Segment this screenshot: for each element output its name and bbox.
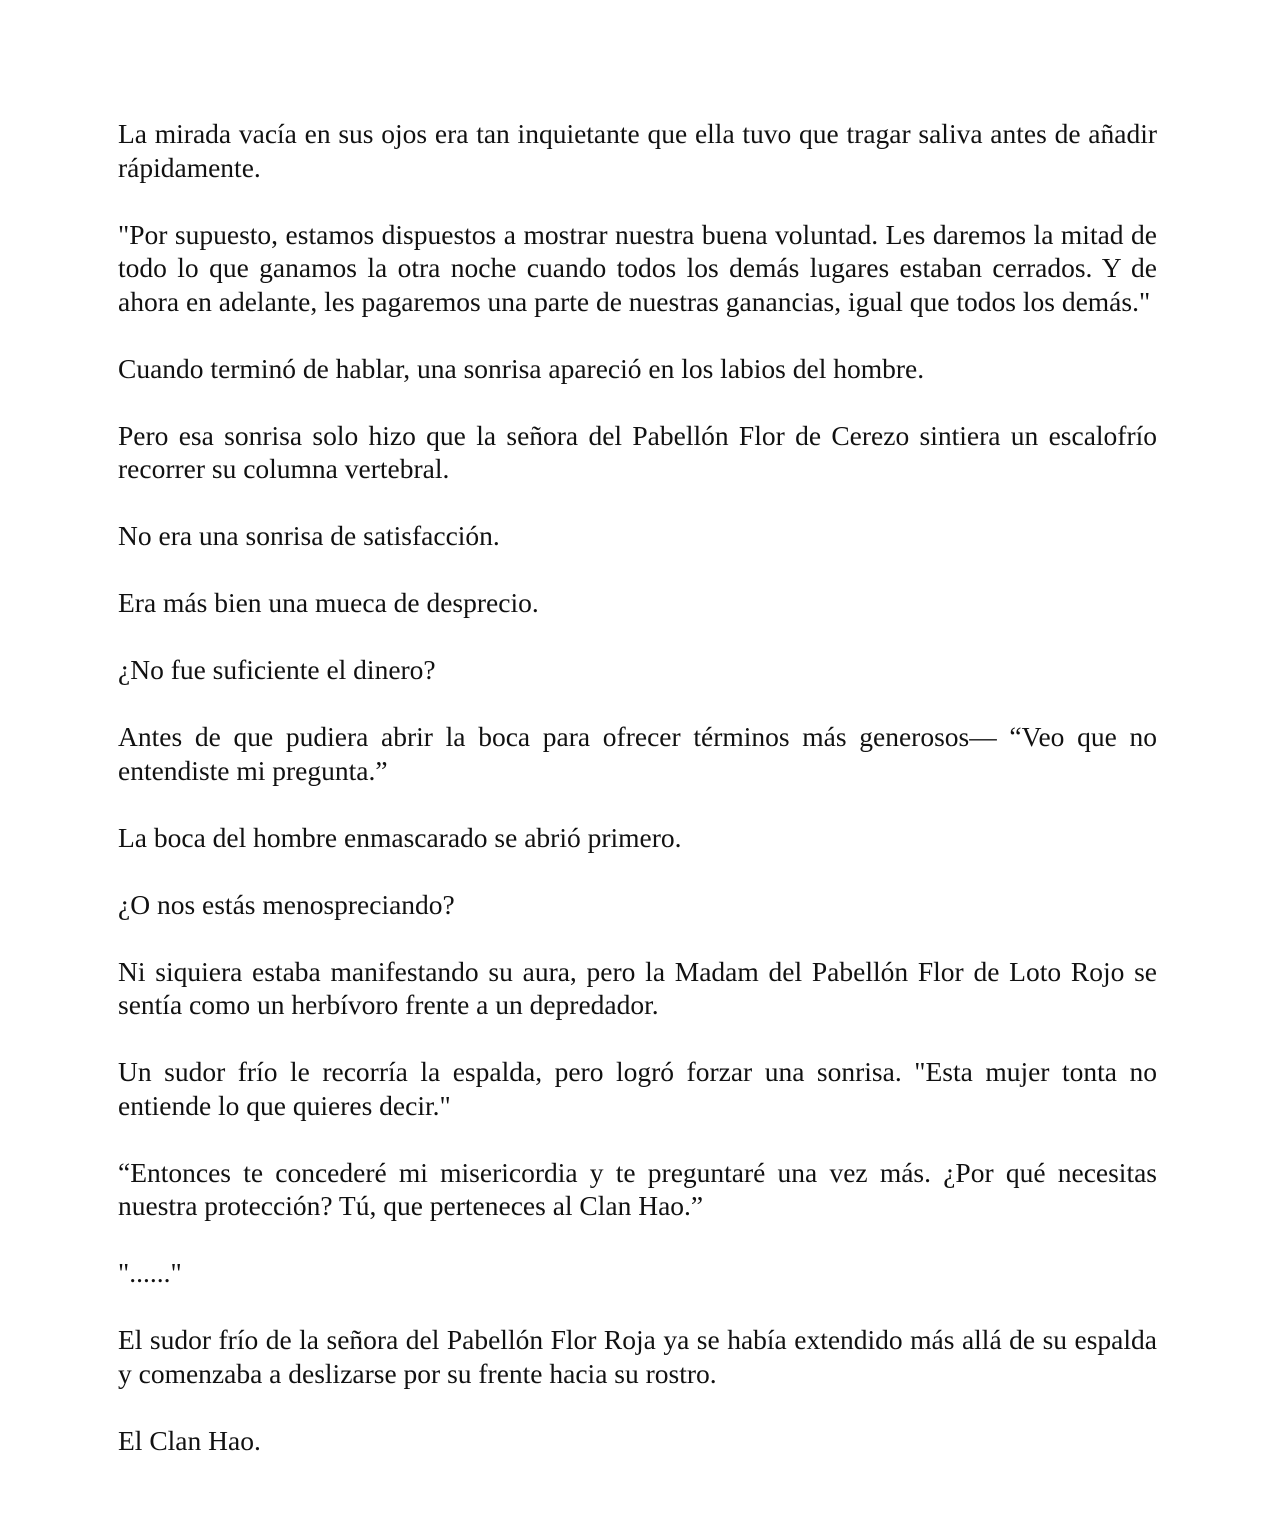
document-page — [118, 117, 1157, 1457]
paragraph: “Entonces te concederé mi misericordia y te preguntaré una vez más. ¿Por qué necesitas nuestra protección? Tú, que perteneces al Clan Hao.” — [118, 1156, 1157, 1221]
paragraph: Pero esa sonrisa solo hizo que la señora del Pabellón Flor de Cerezo sintiera un escalofrío recorrer su columna vertebral. — [118, 419, 1157, 484]
paragraph: "......" — [118, 1257, 182, 1288]
paragraph: ¿O nos estás menospreciando? — [118, 888, 455, 920]
paragraph: "Por supuesto, estamos dispuestos a mostrar nuestra buena voluntad. Les daremos la mitad de todo lo que ganamos la otra noche cuando todos los demás lugares estaban cerrados. Y de ahora en adelante, les pagaremos una parte de nuestras ganancias, igual que todos los demás." — [118, 218, 1157, 317]
paragraph: Antes de que pudiera abrir la boca para ofrecer términos más generosos— “Veo que no entendiste mi pregunta.” — [118, 721, 1157, 786]
paragraph: El sudor frío de la señora del Pabellón Flor Roja ya se había extendido más allá de su espalda y comenzaba a deslizarse por su frente hacia su rostro. — [118, 1324, 1157, 1389]
paragraph: No era una sonrisa de satisfacción. — [118, 520, 500, 551]
paragraph: La mirada vacía en sus ojos era tan inquietante que ella tuvo que tragar saliva antes de añadir rápidamente. — [118, 118, 1157, 183]
paragraph: El Clan Hao. — [118, 1424, 261, 1456]
paragraph: Un sudor frío le recorría la espalda, pero logró forzar una sonrisa. "Esta mujer tonta no entiende lo que quieres decir." — [118, 1056, 1157, 1121]
paragraph: ¿No fue suficiente el dinero? — [118, 654, 436, 685]
paragraph: Era más bien una mueca de desprecio. — [118, 587, 539, 618]
paragraph: La boca del hombre enmascarado se abrió primero. — [118, 821, 682, 853]
paragraph: Ni siquiera estaba manifestando su aura, pero la Madam del Pabellón Flor de Loto Rojo se sentía como un herbívoro frente a un depredador. — [118, 955, 1157, 1020]
paragraph: Cuando terminó de hablar, una sonrisa apareció en los labios del hombre. — [118, 352, 925, 384]
